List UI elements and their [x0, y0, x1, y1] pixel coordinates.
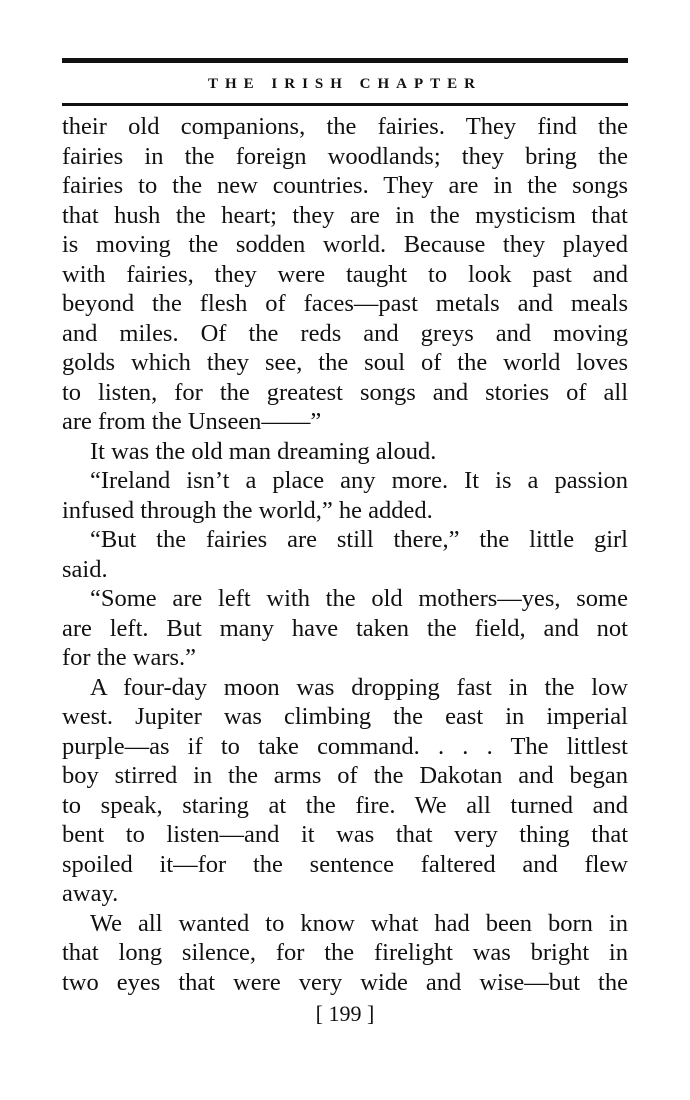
text-line: beyond the flesh of faces—past metals and meals [62, 290, 628, 317]
text-line: is moving the sodden world. Because they played [62, 231, 628, 258]
text-line: “But the fairies are still there,” the little girl [90, 526, 628, 553]
text-line: to listen, for the greatest songs and stories of all [62, 378, 628, 406]
text-line: with fairies, they were taught to look past and [62, 260, 628, 288]
text-line: fairies in the foreign woodlands; they bring the [62, 142, 628, 170]
text-line: said. [62, 555, 108, 583]
text-line: two eyes that were very wide and wise—but the [62, 968, 628, 996]
text-line: “Some are left with the old mothers—yes, some [90, 585, 628, 612]
running-head: THE IRISH CHAPTER [207, 76, 483, 92]
body-text [62, 112, 628, 997]
header-rule-top [62, 58, 628, 63]
text-line: We all wanted to know what had been born in [90, 909, 628, 937]
page-number: [ 199 ] [315, 1001, 375, 1026]
text-line: infused through the world,” he added. [62, 496, 433, 524]
text-line: that hush the heart; they are in the mysticism that [62, 201, 628, 229]
text-line: and miles. Of the reds and greys and moving [62, 319, 628, 347]
text-line: purple—as if to take command. . . . The littlest [62, 732, 628, 760]
text-line: are left. But many have taken the field, and not [62, 614, 628, 642]
book-page [62, 58, 628, 1027]
text-line: west. Jupiter was climbing the east in imperial [62, 703, 628, 730]
text-line: boy stirred in the arms of the Dakotan and began [62, 762, 628, 789]
text-line: away. [62, 880, 119, 907]
text-line: bent to listen—and it was that very thing that [62, 821, 628, 848]
text-line: their old companions, the fairies. They find the [62, 113, 628, 140]
text-line: to speak, staring at the fire. We all turned and [62, 791, 628, 819]
text-line: “Ireland isn’t a place any more. It is a passion [90, 467, 628, 494]
text-line: that long silence, for the firelight was bright in [62, 939, 628, 966]
text-line: golds which they see, the soul of the world loves [62, 349, 628, 376]
text-line: for the wars.” [62, 644, 197, 671]
text-line: A four-day moon was dropping fast in the low [90, 673, 628, 701]
text-line: spoiled it—for the sentence faltered and flew [62, 850, 628, 878]
text-line: are from the Unseen——” [62, 408, 322, 435]
text-line: It was the old man dreaming aloud. [90, 437, 437, 465]
header-rule-bottom [62, 103, 628, 106]
text-line: fairies to the new countries. They are in the songs [62, 172, 628, 199]
